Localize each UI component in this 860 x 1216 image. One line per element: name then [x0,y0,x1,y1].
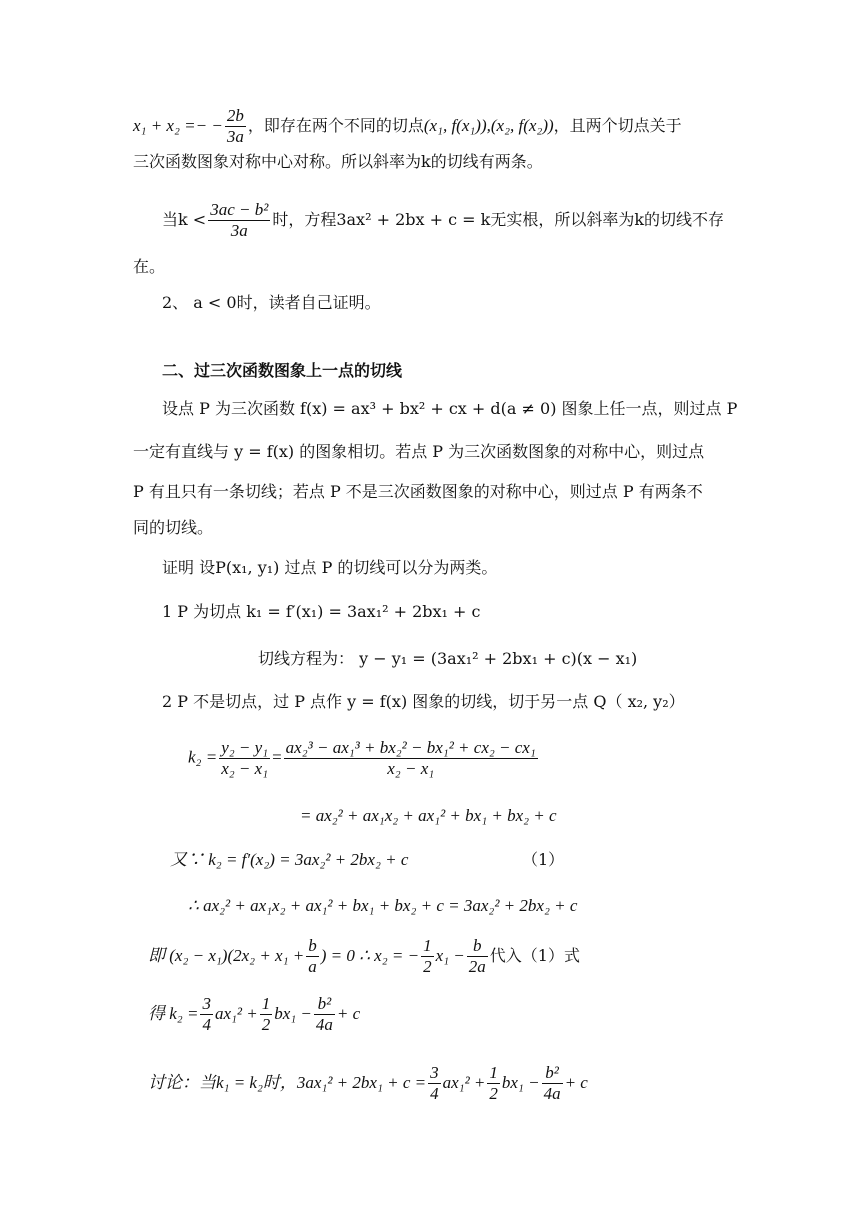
frac-num: b² [314,994,335,1015]
text: ) = 0 ∴ x₂ = − [320,946,420,965]
line-k-less [162,200,724,241]
k2-simplified: = ax₂² + ax₁x₂ + ax₁² + bx₁ + bx₂ + c [300,806,557,825]
tangent-equation: 切线方程为： y − y₁ = (3ax₁² + 2bx₁ + c)(x − x₁) [258,649,638,668]
frac-den: 3a [230,221,248,240]
fraction-expanded [284,738,538,779]
frac-den: 2 [489,1084,498,1103]
text: + c [564,1073,588,1092]
frac-num: 3ac − b² [210,200,269,219]
frac-den: 2 [423,957,432,976]
para-line-1: 设点 P 为三次函数 f(x) = ax³ + bx² + cx + d(a ≠ 0) 图象上任一点，则过点 P [162,399,738,418]
also-line [170,849,408,871]
fraction-1-2 [487,1063,500,1104]
frac-den: 4 [430,1084,439,1103]
case1-line: 1 P 为切点 k₁ = f′(x₁) = 3ax₁² + 2bx₁ + c [162,602,481,621]
k2-lhs: k₂ = [188,747,218,767]
text: 代入（1）式 [489,946,580,965]
fraction-3ac-b2 [208,200,270,241]
frac-den: 4a [315,1015,333,1034]
text: ax₁² + [214,1004,258,1023]
frac-den: 3a [226,127,244,146]
line-exist: 在。 [133,257,166,276]
fraction-slope [219,738,270,779]
frac-num: 3 [430,1063,439,1082]
fraction-3-4 [428,1063,441,1104]
para-line-4: 同的切线。 [133,518,214,537]
frac-num: b² [542,1063,563,1084]
therefore-line: ∴ ax₂² + ax₁x₂ + ax₁² + bx₁ + bx₂ + c = 3ax₂² + 2bx₂ + c [188,896,578,915]
discussion-line [148,1063,588,1104]
frac-den: x₂ − x₁ [221,759,269,778]
equation-tag-1: （1） [522,850,565,869]
fraction-b2-4a [542,1063,563,1104]
line-symmetric: 三次函数图象对称中心对称。所以斜率为k的切线有两条。 [133,152,543,171]
section-heading: 二、过三次函数图象上一点的切线 [162,361,403,380]
also-expr: 又∵ k₂ = f′(x₂) = 3ax₂² + 2bx₂ + c [170,850,409,869]
fraction-2b-3a [225,106,246,147]
points-expr: (x₁, f(x₁)),(x₂, f(x₂)) [423,116,554,135]
text: bx₁ − [501,1073,540,1092]
line-sum-roots [133,106,682,147]
sum-expr: x₁ + x₂ =− − [133,116,223,135]
frac-num: 3 [202,994,211,1013]
frac-den: 4 [202,1015,211,1034]
frac-num: ax₂³ − ax₁³ + bx₂² − bx₁² + cx₂ − cx₁ [285,738,536,757]
text: 当k < [162,210,207,229]
proof-line: 证明 设P(x₁, y₁) 过点 P 的切线可以分为两类。 [162,558,498,577]
para-line-2: 一定有直线与 y = f(x) 的图象相切。若点 P 为三次函数图象的对称中心，则过点 [133,442,705,461]
frac-num: y₂ − y₁ [221,738,269,757]
text: ax₁² + [442,1073,486,1092]
frac-num: b [467,936,488,957]
text: x₁ − [435,946,465,965]
frac-den: 2 [261,1015,271,1034]
fraction-1-2 [421,936,434,977]
frac-num: 1 [423,936,432,955]
text: bx₁ − [274,1004,312,1023]
frac-den: a [308,957,317,976]
frac-den: x₂ − x₁ [387,759,435,778]
k2-fraction-line: k₂ = $\frac{\text{y₂ − y₁}}{\text{x₂ − x₁}}$ = $\frac{\text{ax₂³ − ax₁³ + bx₂² − bx₁² + cx₂ − cx₁}}{\text{x₂ − x₁}}$ [188,738,536,778]
text: 得 k₂ = [148,1004,199,1023]
text: ，且两个切点关于 [553,116,682,135]
frac-num: 2b [226,106,244,125]
fraction-1-2 [260,994,273,1035]
frac-num: b [308,936,317,955]
fraction-b-2a [467,936,488,977]
frac-den: 4a [543,1084,561,1103]
text: 讨论：当k₁ = k₂时，3ax₁² + 2bx₁ + c = [148,1073,427,1092]
text: 即 (x₂ − x₁)(2x₂ + x₁ + [148,946,305,965]
frac-num: 1 [489,1063,498,1082]
text: ，即存在两个不同的切点 [247,116,424,135]
line-a-negative: 2、 a < 0时，读者自己证明。 [162,293,381,312]
fraction-b2-4a [314,994,335,1035]
frac-num: 1 [261,994,271,1013]
fraction-b-a [306,936,319,977]
case2-line: 2 P 不是切点，过 P 点作 y = f(x) 图象的切线，切于另一点 Q（ x₂, y₂） [162,692,685,711]
ie-line [148,936,580,977]
text: 时，方程3ax² + 2bx + c = k无实根，所以斜率为k的切线不存 [272,210,725,229]
fraction-3-4 [200,994,213,1035]
text: + c [336,1004,361,1023]
para-line-3: P 有且只有一条切线；若点 P 不是三次函数图象的对称中心，则过点 P 有两条不 [133,482,703,501]
result-line [148,994,360,1035]
frac-den: 2a [468,957,486,976]
